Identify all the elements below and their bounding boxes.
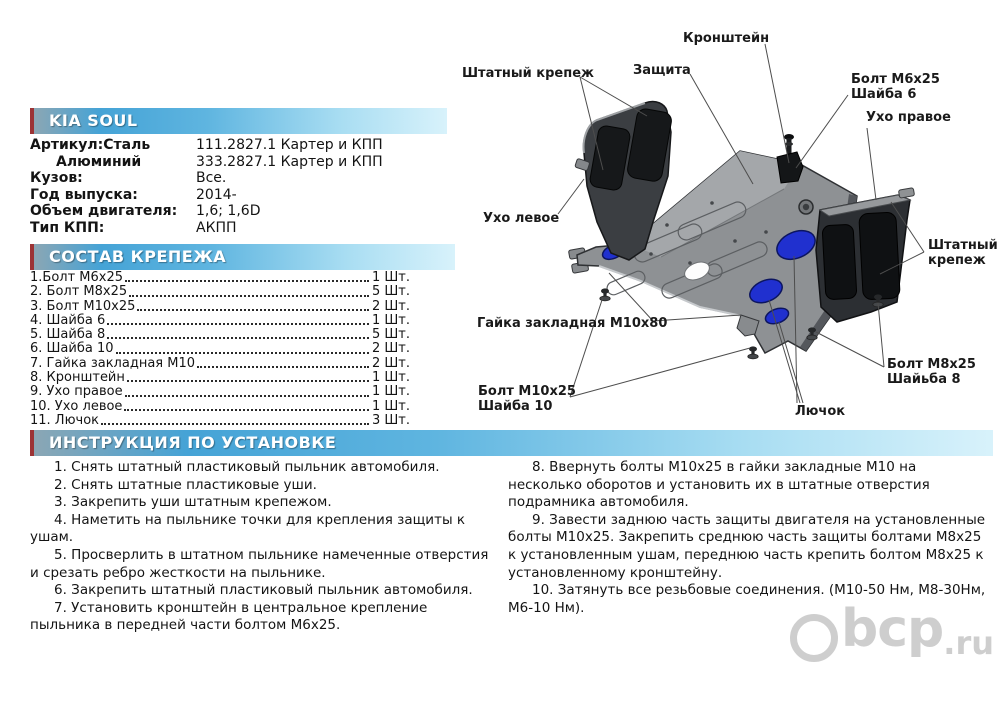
hardware-item-name: 4. Шайба 6 <box>30 312 106 328</box>
hardware-item-name: 11. Лючок <box>30 412 100 428</box>
product-title: KIA SOUL <box>49 111 138 130</box>
hardware-item <box>30 328 426 342</box>
spec-label: Кузов: <box>30 170 83 187</box>
hardware-item-qty: 2 Шт. <box>372 298 411 314</box>
spec-value: 1,6; 1,6D <box>196 203 261 220</box>
spec-row <box>30 220 450 237</box>
instruction-step: 6. Закрепить штатный пластиковый пыльник автомобиля. <box>54 582 473 599</box>
instructions-left-column <box>30 459 498 635</box>
watermark-text: bcp <box>841 599 944 659</box>
instruction-step: 10. Затянуть все резьбовые соединения. (М10-50 Нм, М8-30Нм, М6-10 Нм). <box>508 582 986 616</box>
dotted-leader <box>125 394 369 397</box>
diagram-label-zashchita: Защита <box>633 63 691 78</box>
dotted-leader <box>107 322 369 325</box>
dotted-leader <box>101 422 369 425</box>
dotted-leader <box>127 379 369 382</box>
hardware-item <box>30 342 426 356</box>
spec-value: 2014- <box>196 186 237 203</box>
spec-label: Артикул:Сталь <box>30 137 151 153</box>
hardware-item-qty: 1 Шт. <box>372 384 411 400</box>
hardware-item-qty: 1 Шт. <box>372 270 411 285</box>
instruction-step: 7. Установить кронштейн в центральное крепление пыльника в передней части болтом М6х25. <box>30 599 428 634</box>
spec-value: 111.2827.1 Картер и КПП <box>196 137 383 153</box>
diagram-label-kronshteyn: Кронштейн <box>683 31 770 46</box>
spec-value: 333.2827.1 Картер и КПП <box>196 153 383 170</box>
hardware-item-qty: 2 Шт. <box>372 355 411 371</box>
watermark-suffix: .ru <box>943 624 994 662</box>
hardware-item-qty: 5 Шт. <box>372 327 411 343</box>
hardware-item-name: 7. Гайка закладная М10 <box>30 355 196 371</box>
hardware-item <box>30 414 426 428</box>
spec-label: Алюминий <box>56 153 142 170</box>
instruction-step: 2. Снять штатные пластиковые уши. <box>54 476 317 493</box>
hardware-item <box>30 400 426 414</box>
dotted-leader <box>107 336 369 339</box>
spec-row <box>30 170 450 187</box>
hardware-item <box>30 385 426 399</box>
instruction-step: 4. Наметить на пыльнике точки для крепления защиты к ушам. <box>30 511 466 546</box>
hardware-item-name: 3. Болт М10х25 <box>30 298 136 314</box>
hardware-item-name: 2. Болт М8х25 <box>30 284 128 300</box>
dotted-leader <box>137 308 369 311</box>
instructions-right-column <box>508 459 988 617</box>
instruction-step: 1. Снять штатный пластиковый пыльник автомобиля. <box>54 459 440 475</box>
hardware-item-name: 9. Ухо правое <box>30 384 123 400</box>
diagram-label-bolt-m8: Болт М8х25 Шайьба 8 <box>887 357 976 387</box>
diagram-label-bolt-m10: Болт М10х25 Шайба 10 <box>478 384 576 414</box>
hardware-item-name: 8. Кронштейн <box>30 370 125 386</box>
product-title-bar <box>30 108 447 134</box>
spec-label: Объем двигателя: <box>30 203 178 220</box>
spec-row <box>30 187 450 204</box>
hardware-item-qty: 3 Шт. <box>372 412 411 428</box>
spec-value: АКПП <box>196 219 237 236</box>
instruction-step: 8. Ввернуть болты М10х25 в гайки закладные М10 на несколько оборотов и установить их в штатные отверстия подрамника автомобиля. <box>508 459 930 511</box>
hardware-item <box>30 285 426 299</box>
hardware-item-name: 6. Шайба 10 <box>30 341 114 357</box>
dotted-leader <box>124 408 369 411</box>
spec-value: Все. <box>196 170 227 187</box>
hardware-title: СОСТАВ КРЕПЕЖА <box>49 247 227 266</box>
hardware-item-name: 10. Ухо левое <box>30 398 123 414</box>
spec-table <box>30 137 450 237</box>
instructions-title: ИНСТРУКЦИЯ ПО УСТАНОВКЕ <box>49 433 337 452</box>
hardware-item-qty: 2 Шт. <box>372 341 411 357</box>
hardware-list <box>30 271 426 428</box>
diagram-label-bolt-m6: Болт М6х25 Шайба 6 <box>851 72 940 102</box>
hardware-item-qty: 1 Шт. <box>372 312 411 328</box>
hardware-item <box>30 371 426 385</box>
spec-row <box>30 154 450 171</box>
spec-label: Год выпуска: <box>30 186 138 203</box>
instruction-step: 3. Закрепить уши штатным крепежом. <box>54 494 332 511</box>
instruction-step: 9. Завести заднюю часть защиты двигателя на установленные болты М10х25. Закрепить среднюю часть защиты болтами М8х25 к установленным ушам, переднюю часть крепить болтом М8х25 к установленному кронштейну. <box>508 511 986 581</box>
dotted-leader <box>116 351 369 354</box>
bracket-kronshteyn <box>777 134 803 183</box>
hardware-item <box>30 357 426 371</box>
hardware-item <box>30 300 426 314</box>
right-ear <box>816 188 915 322</box>
abcp-watermark <box>790 600 994 662</box>
diagram-label-shtatny-krepezh-right: Штатный крепеж <box>928 238 998 268</box>
dotted-leader <box>125 279 369 282</box>
dotted-leader <box>129 294 369 297</box>
diagram-label-shtatny-krepezh-left: Штатный крепеж <box>462 66 594 81</box>
hardware-item <box>30 314 426 328</box>
hardware-item <box>30 271 426 285</box>
hardware-item-qty: 1 Шт. <box>372 398 411 414</box>
instruction-step: 5. Просверлить в штатном пыльнике намеченные отверстия и срезать ребро жесткости на пыльнике. <box>30 546 489 581</box>
instructions-title-bar <box>30 430 993 456</box>
diagram-label-gayka-zakladnaya: Гайка закладная М10х80 <box>477 316 668 331</box>
hardware-item-qty: 1 Шт. <box>372 370 411 386</box>
hardware-item-name: 5. Шайба 8 <box>30 327 106 343</box>
abcp-ring-logo-icon <box>790 614 838 662</box>
hardware-item-name: 1.Болт М6х25 <box>30 270 124 285</box>
spec-row <box>30 203 450 220</box>
spec-label: Тип КПП: <box>30 219 105 236</box>
diagram-label-ukho-levoe: Ухо левое <box>483 211 560 226</box>
spec-row <box>30 137 450 154</box>
dotted-leader <box>197 365 369 368</box>
diagram-label-lyuchok: Лючок <box>795 404 846 419</box>
hardware-title-bar <box>30 244 455 270</box>
diagram-label-ukho-pravoe: Ухо правое <box>866 110 951 125</box>
hardware-item-qty: 5 Шт. <box>372 284 411 300</box>
